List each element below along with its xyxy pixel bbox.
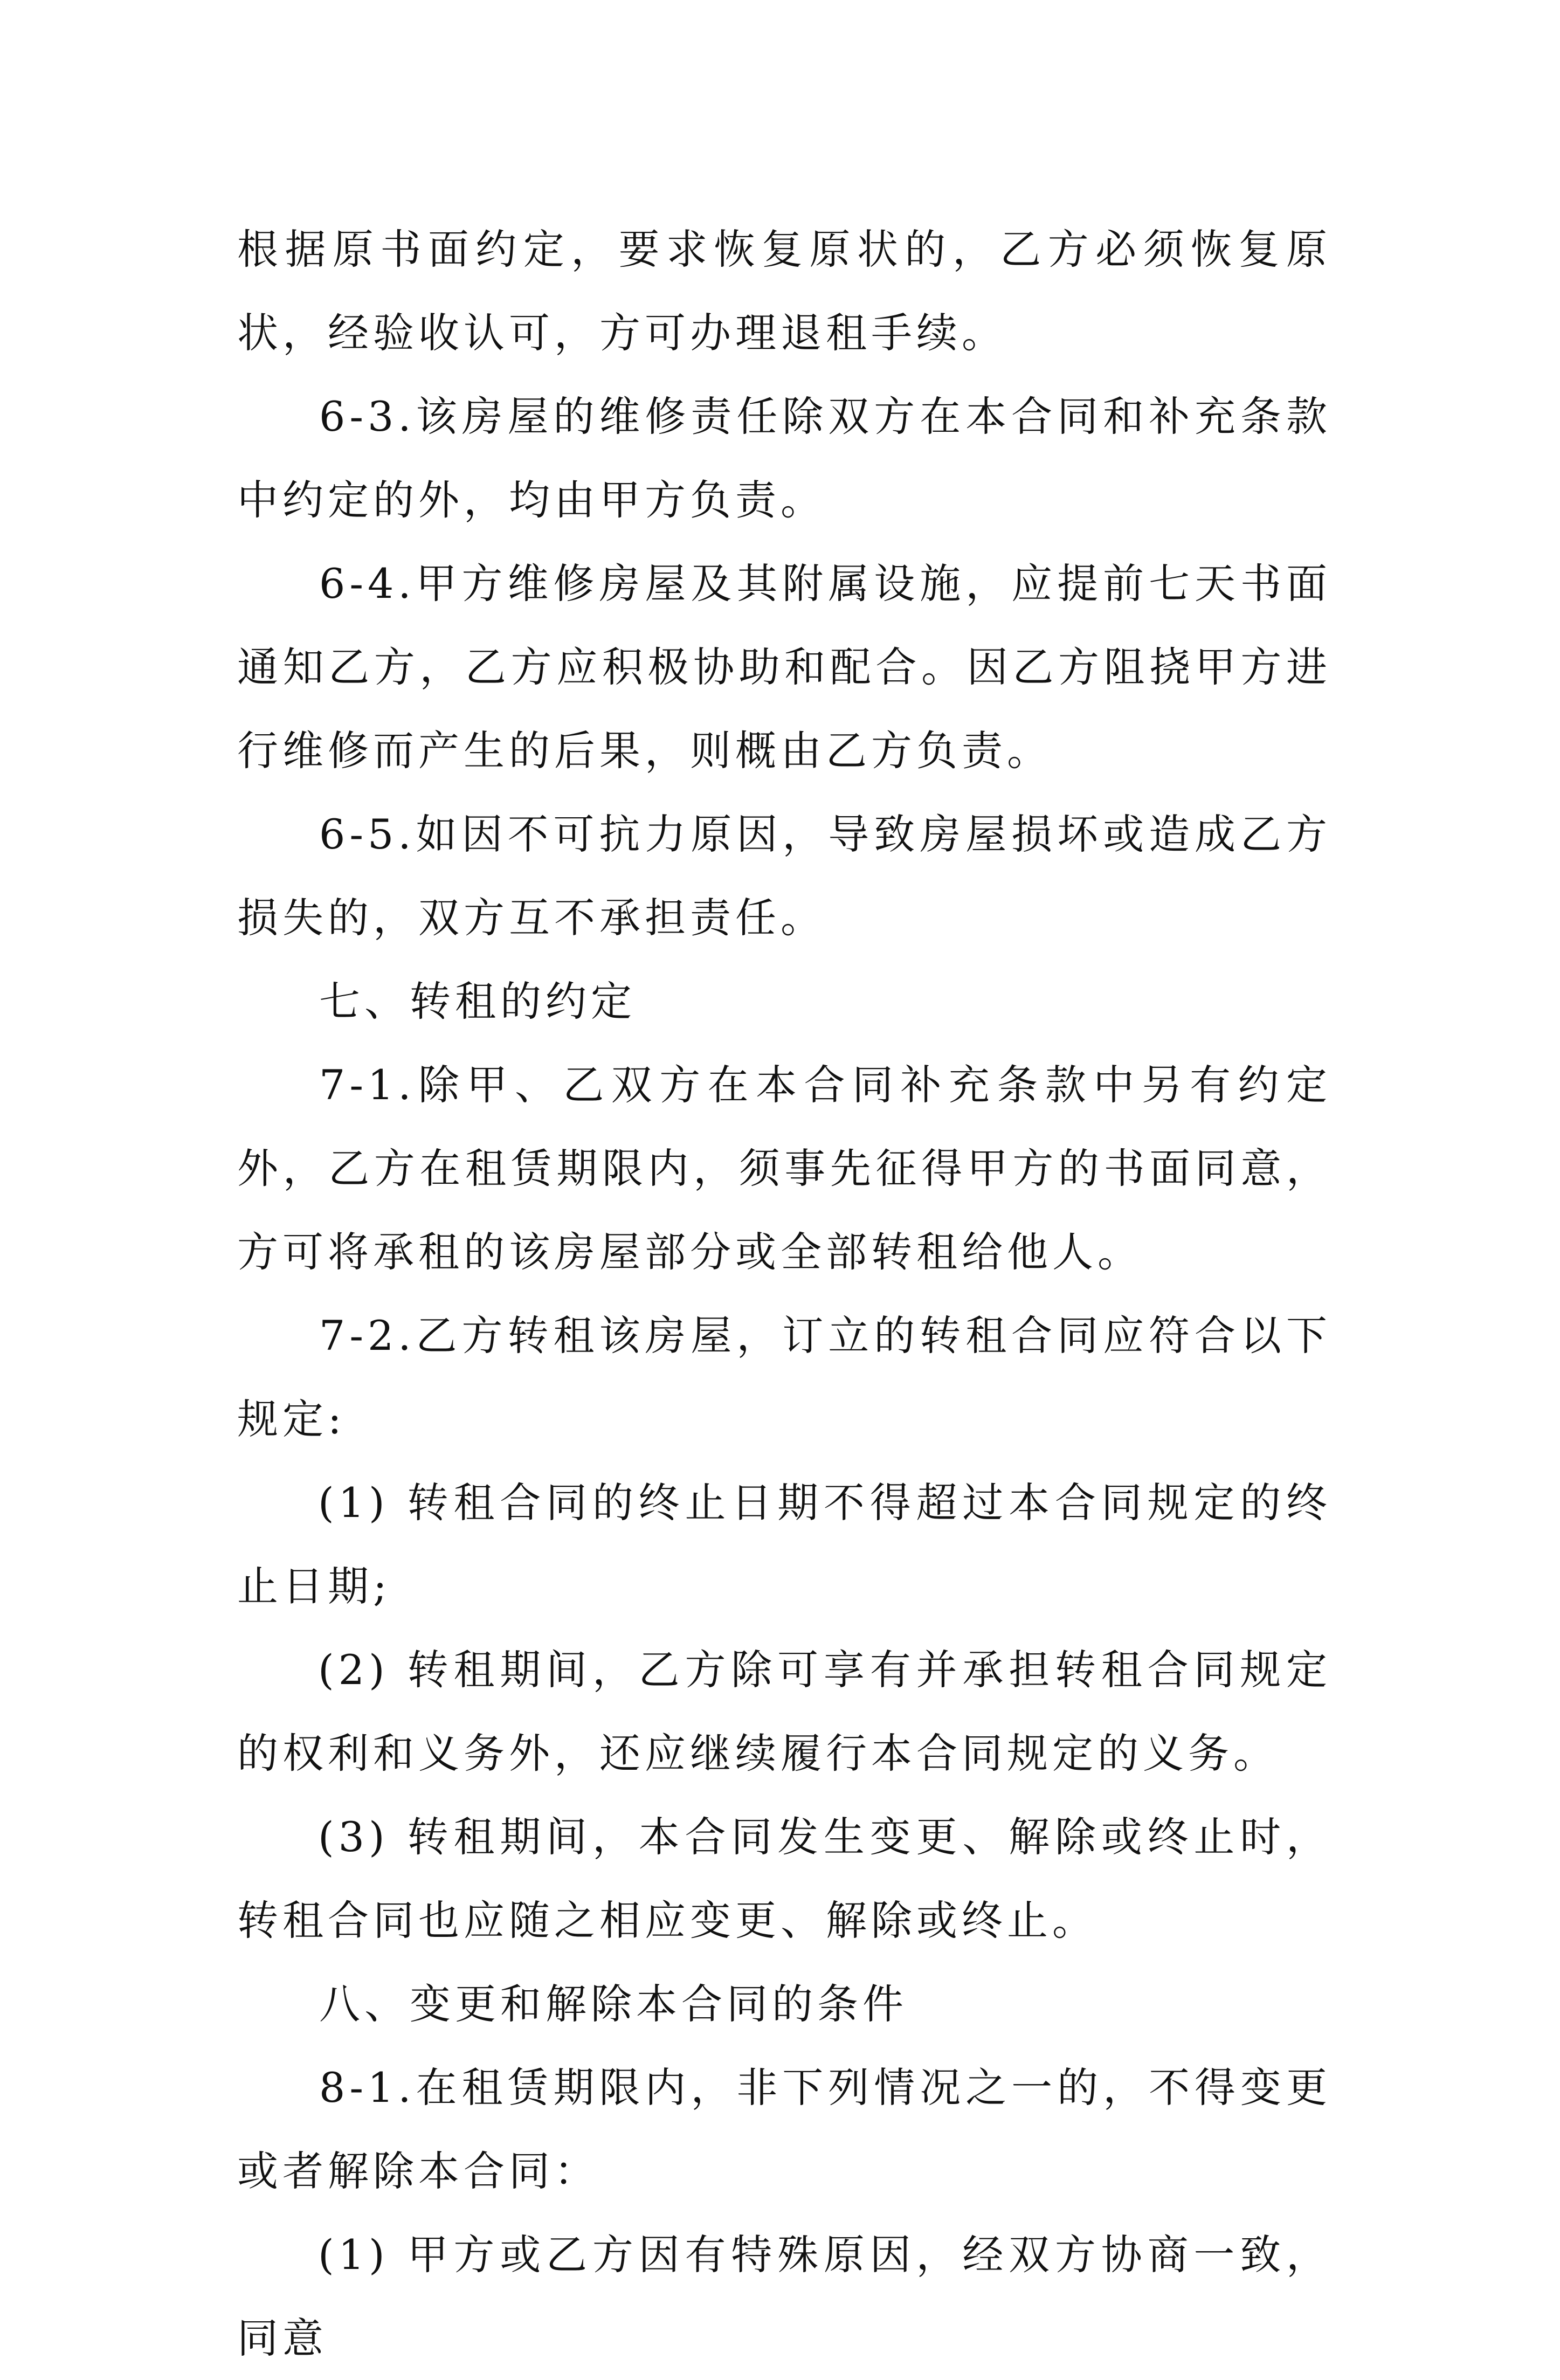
- list-item-7-2-2: (2) 转租期间，乙方除可享有并承担转租合同规定的权利和义务外，还应继续履行本合同规定的义务。: [237, 1646, 1331, 1777]
- list-item-7-2-1: (1) 转租合同的终止日期不得超过本合同规定的终止日期;: [237, 1479, 1331, 1610]
- paragraph-7-1: 7-1.除甲、乙双方在本合同补充条款中另有约定外，乙方在租赁期限内，须事先征得甲方的书面同意，方可将承租的该房屋部分或全部转租给他人。: [237, 1061, 1331, 1276]
- document-body: [237, 208, 1331, 2380]
- paragraph-6-5: 6-5.如因不可抗力原因，导致房屋损坏或造成乙方损失的，双方互不承担责任。: [237, 810, 1331, 942]
- paragraph-6-3: 6-3.该房屋的维修责任除双方在本合同和补充条款中约定的外，均由甲方负责。: [237, 392, 1331, 524]
- list-item-8-1-1: (1) 甲方或乙方因有特殊原因，经双方协商一致，同意: [237, 2231, 1331, 2362]
- paragraph-restore-condition: 根据原书面约定，要求恢复原状的，乙方必须恢复原状，经验收认可，方可办理退租手续。: [237, 225, 1331, 357]
- section-heading-8: 八、变更和解除本合同的条件: [319, 1980, 908, 2028]
- list-item-7-2-3: (3) 转租期间，本合同发生变更、解除或终止时，转租合同也应随之相应变更、解除或终止。: [237, 1813, 1331, 1944]
- paragraph-8-1: 8-1.在租赁期限内，非下列情况之一的，不得变更或者解除本合同：: [237, 2064, 1331, 2195]
- section-heading-7: 七、转租的约定: [319, 977, 636, 1025]
- paragraph-6-4: 6-4.甲方维修房屋及其附属设施，应提前七天书面通知乙方，乙方应积极协助和配合。因乙方阻挠甲方进行维修而产生的后果，则概由乙方负责。: [237, 560, 1331, 775]
- paragraph-7-2: 7-2.乙方转租该房屋，订立的转租合同应符合以下规定:: [237, 1312, 1331, 1443]
